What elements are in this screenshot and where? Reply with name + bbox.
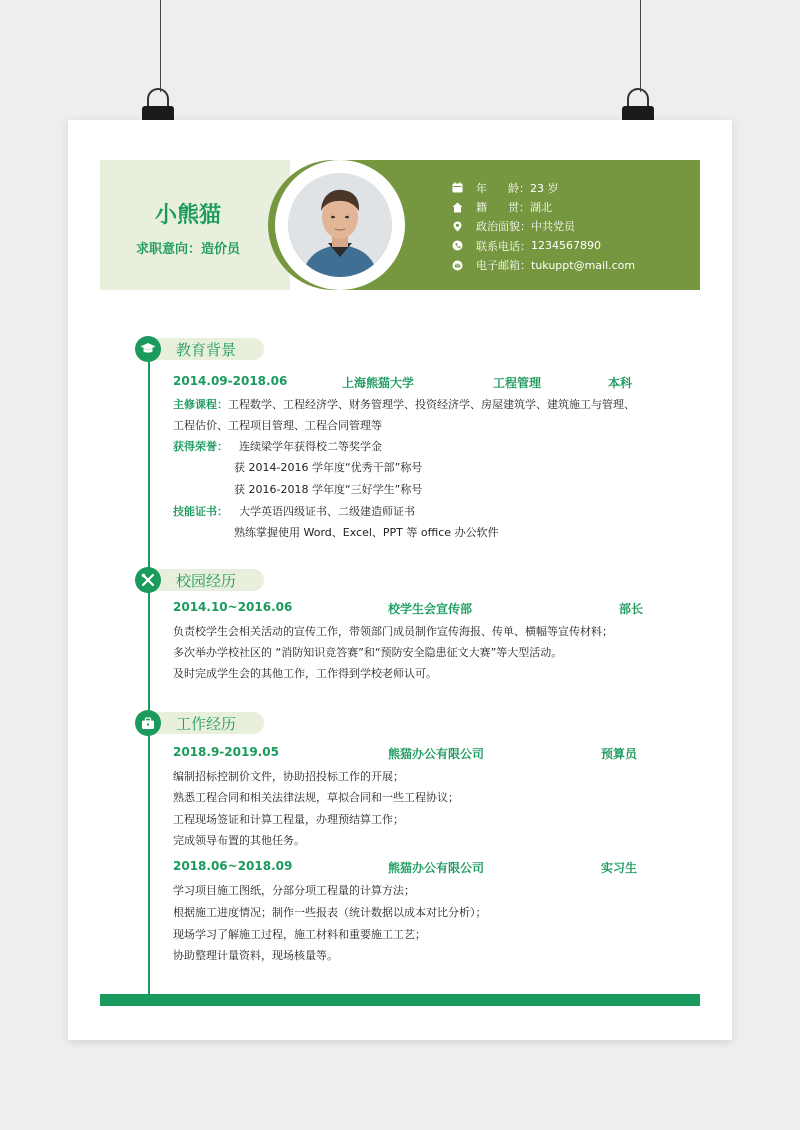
info-row-politics	[452, 217, 702, 236]
honors-label: 获得荣誉：	[173, 440, 228, 453]
timeline-line	[148, 348, 150, 996]
courses-label: 主修课程：	[173, 398, 228, 411]
education-degree: 本科	[608, 376, 633, 390]
info-value-politics: 中共党员	[531, 220, 575, 234]
work-title: 工作经历	[176, 715, 237, 733]
job-intent-label: 求职意向：	[135, 242, 201, 257]
campus-period: 2014.10~2016.06	[173, 600, 293, 614]
calendar-icon	[452, 182, 476, 193]
avatar	[288, 173, 392, 277]
job-intent-value: 造价员	[201, 242, 241, 257]
info-value-age: 23 岁	[529, 181, 559, 195]
job-2-company: 熊猫办公有限公司	[388, 861, 485, 875]
job-2-period: 2018.06~2018.09	[173, 859, 293, 873]
campus-line-3: 及时完成学生会的其他工作，工作得到学校老师认可。	[173, 667, 437, 680]
info-row-phone	[452, 236, 702, 255]
info-value-hometown: 湖北	[529, 201, 552, 215]
hanging-string-left	[160, 0, 161, 92]
education-school: 上海熊猫大学	[342, 376, 415, 390]
education-title: 教育背景	[176, 341, 237, 359]
info-value-email: tukuppt@mail.com	[531, 258, 636, 272]
info-row-age	[452, 178, 702, 197]
certs-line-1	[173, 503, 643, 519]
campus-role: 部长	[619, 602, 644, 616]
hanging-string-right	[640, 0, 641, 92]
education-major: 工程管理	[493, 376, 542, 390]
resume-paper	[68, 120, 732, 1040]
campus-line-1: 负责校学生会相关活动的宣传工作，带领部门成员制作宣传海报、传单、横幅等宣传材料；	[173, 625, 613, 638]
footer-bar	[100, 994, 700, 1006]
home-icon	[452, 202, 476, 213]
job-1-line-2: 熟悉工程合同和相关法律法规，草拟合同和一些工程协议；	[173, 791, 459, 804]
candidate-name: 小熊猫	[154, 203, 221, 228]
campus-title: 校园经历	[176, 572, 237, 590]
mail-icon	[452, 260, 476, 271]
honor-3: 获 2016-2018 学年度“三好学生”称号	[234, 483, 423, 496]
tools-icon	[135, 567, 161, 593]
personal-info	[452, 178, 702, 275]
info-label-email: 电子邮箱：	[476, 259, 531, 273]
job-2-line-4: 协助整理计量资料，现场核量等。	[173, 949, 338, 962]
info-label-hometown: 籍 贯：	[476, 201, 530, 215]
education-period: 2014.09-2018.06	[173, 374, 288, 388]
job-2-line-1: 学习项目施工图纸，分部分项工程量的计算方法；	[173, 884, 415, 897]
cert-1: 大学英语四级证书、二级建造师证书	[239, 505, 415, 518]
info-row-email	[452, 256, 702, 275]
job-2-role: 实习生	[601, 861, 638, 875]
certs-label: 技能证书：	[173, 505, 228, 518]
location-pin-icon	[452, 221, 476, 232]
info-label-politics: 政治面貌：	[476, 220, 531, 234]
info-row-hometown	[452, 197, 702, 216]
job-1-role: 预算员	[601, 747, 638, 761]
graduation-cap-icon	[135, 336, 161, 362]
info-label-age: 年 龄：	[476, 181, 530, 195]
honor-1: 连续梁学年获得校二等奖学金	[239, 440, 382, 453]
cert-2: 熟练掌握使用 Word、Excel、PPT 等 office 办公软件	[234, 526, 499, 539]
job-1-line-1: 编制招标控制价文件，协助招投标工作的开展；	[173, 770, 404, 783]
job-1-line-4: 完成领导布置的其他任务。	[173, 834, 305, 847]
honors-line-1	[173, 438, 643, 454]
info-value-phone: 1234567890	[531, 239, 601, 253]
job-intent	[100, 238, 276, 257]
briefcase-icon	[135, 710, 161, 736]
campus-line-2: 多次举办学校社区的 “消防知识竞答赛”和“预防安全隐患征文大赛”等大型活动。	[173, 646, 563, 659]
campus-org: 校学生会宣传部	[388, 602, 473, 616]
job-1-company: 熊猫办公有限公司	[388, 747, 485, 761]
courses-line-1	[173, 396, 643, 412]
job-1-period: 2018.9-2019.05	[173, 745, 279, 759]
honor-2: 获 2014-2016 学年度“优秀干部”称号	[234, 461, 423, 474]
job-2-line-2: 根据施工进度情况；制作一些报表（统计数据以成本对比分析）；	[173, 906, 487, 919]
job-2-line-3: 现场学习了解施工过程，施工材料和重要施工工艺；	[173, 928, 426, 941]
courses-line-2: 工程估价、工程项目管理、工程合同管理等	[173, 419, 382, 432]
job-1-line-3: 工程现场签证和计算工程量，办理预结算工作；	[173, 813, 404, 826]
info-label-phone: 联系电话：	[476, 239, 531, 253]
courses-text-1: 工程数学、工程经济学、财务管理学、投资经济学、房屋建筑学、建筑施工与管理、	[228, 398, 635, 411]
phone-icon	[452, 240, 476, 251]
